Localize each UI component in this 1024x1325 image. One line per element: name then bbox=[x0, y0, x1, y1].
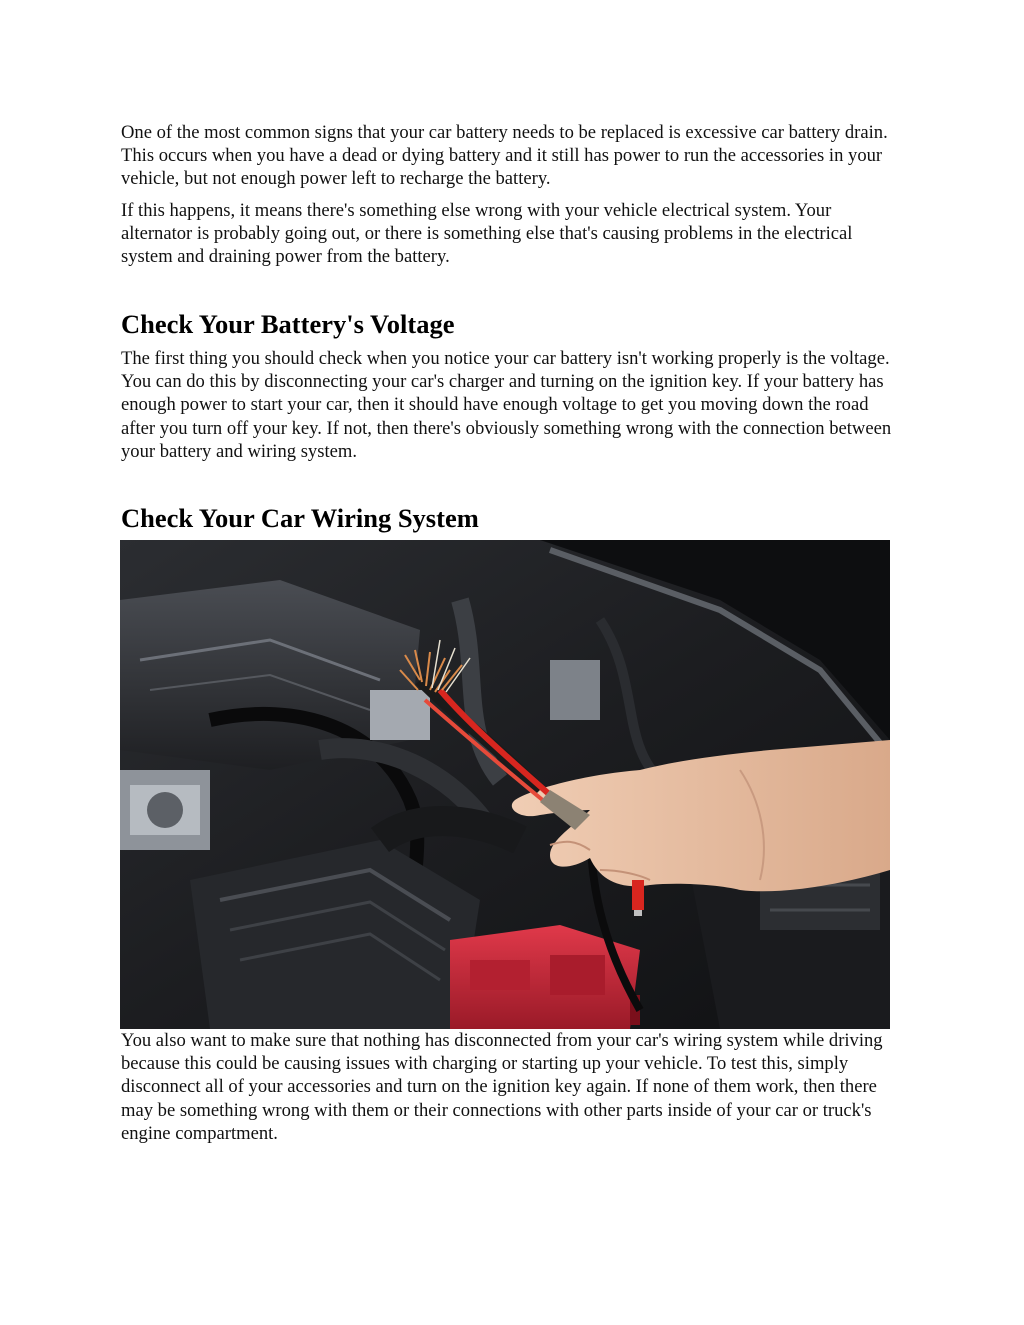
section-body-wiring: You also want to make sure that nothing has disconnected from your car's wiring system while driving because this could be causing issues with charging or starting up your vehicle. To test this, simply disconnect all of your accessories and turn on the ignition key again. If none of them work, then there may be something wrong with them or their connections with other parts inside of your car or truck's engine compartment. bbox=[121, 1030, 883, 1144]
intro-paragraph-1: One of the most common signs that your car battery needs to be replaced is excessive car battery drain. This occurs when you have a dead or dying battery and it still has power to run the accessories in your vehicle, but not enough power left to recharge the battery. bbox=[121, 122, 888, 190]
engine-wiring-photo bbox=[120, 540, 890, 1029]
intro-paragraph-2: If this happens, it means there's something else wrong with your vehicle electrical system. Your alternator is probably going out, or there is something else that's causing problems in the electrical system and draining power from the battery. bbox=[121, 200, 853, 268]
section-heading-voltage: Check Your Battery's Voltage bbox=[121, 309, 455, 339]
engine-wiring-illustration bbox=[120, 540, 890, 1029]
section-body-voltage: The first thing you should check when you notice your car battery isn't working properly is the voltage. You can do this by disconnecting your car's charger and turning on the ignition key. If your battery has enough power to start your car, then it should have enough voltage to get you moving down the road after you turn off your key. If not, then there's obviously something wrong with the connection between your battery and wiring system. bbox=[121, 348, 892, 462]
section-heading-wiring: Check Your Car Wiring System bbox=[121, 503, 479, 533]
